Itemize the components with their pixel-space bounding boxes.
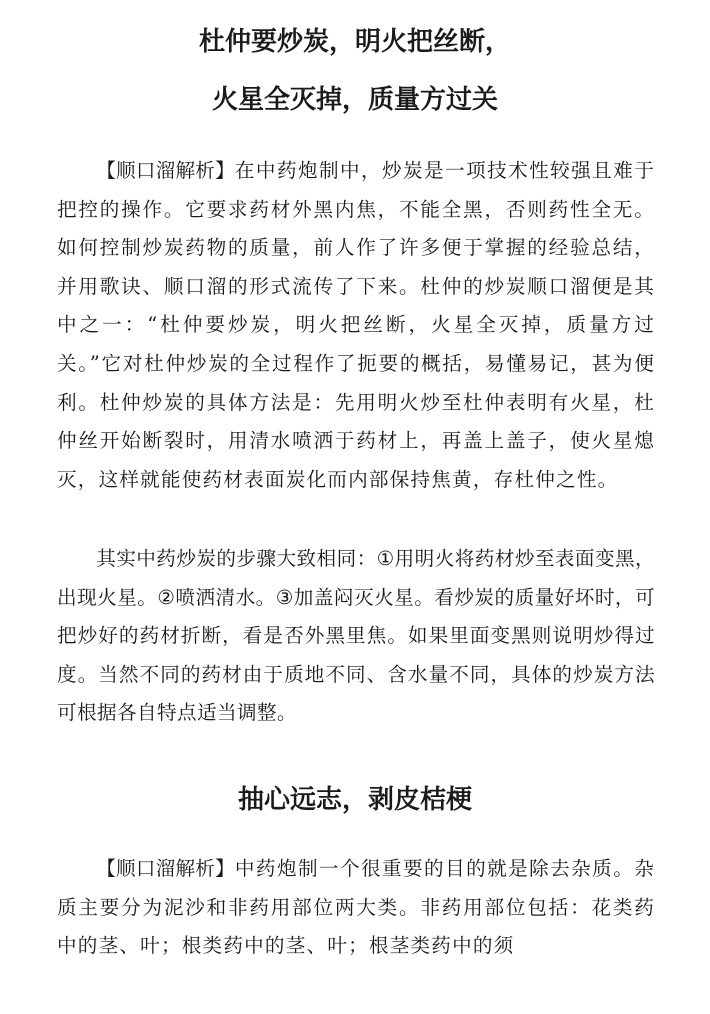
section1-title-line2: 火星全灭掉，质量方过关 [211,85,498,115]
paragraph-lead-label: 【顺口溜解析】 [96,857,235,880]
paragraph-lead-label: 【顺口溜解析】 [96,159,235,182]
paragraph-body: 在中药炮制中，炒炭是一项技术性较强且难于把控的操作。它要求药材外黑内焦，不能全黑，否则药性全无。如何控制炒炭药物的质量，前人作了许多便于掌握的经验总结，并用歌诀、顺口溜的形式流传了下来。杜仲的炒炭顺口溜便是其中之一：“杜仲要炒炭，明火把丝断，火星全灭掉，质量方过关。”它对杜仲炒炭的全过程作了扼要的概括，易懂易记，甚为便利。杜仲炒炭的具体方法是：先用明火炒至杜仲表明有火星，杜仲丝开始断裂时，用清水喷洒于药材上，再盖上盖子，使火星熄灭，这样就能使药材表面炭化而内部保持焦黄，存杜仲之性。 [57,159,656,491]
paragraph-body: 中药炮制一个很重要的目的就是除去杂质。杂质主要分为泥沙和非药用部位两大类。非药用部位包括：花类药中的茎、叶；根类药中的茎、叶；根茎类药中的须 [57,857,656,958]
section2-title: 抽心远志，剥皮桔梗 [237,785,472,815]
section1-title-line1: 杜仲要炒炭，明火把丝断， [198,27,511,57]
section1-paragraph2: 其实中药炒炭的步骤大致相同：①用明火将药材炒至表面变黑，出现火星。②喷洒清水。③加盖闷灭火星。看炒炭的质量好坏时，可把炒好的药材折断，看是否外黑里焦。如果里面变黑则说明炒得过度。当然不同的药材由于质地不同、含水量不同，具体的炒炭方法可根据各自特点适当调整。 [57,547,655,725]
section2-paragraph1 [57,850,655,966]
section1-paragraph1 [57,152,655,499]
